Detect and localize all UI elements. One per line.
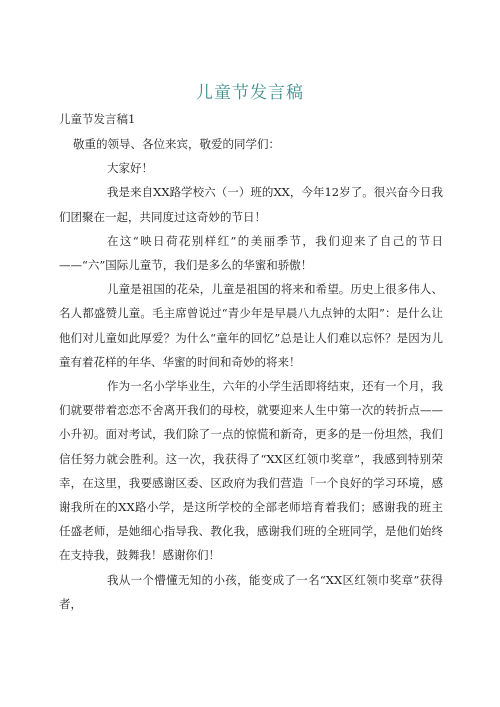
paragraph: 儿童是祖国的花朵，儿童是祖国的将来和希望。历史上很多伟人、名人都盛赞儿童。毛主席曾说过“青少年是早晨八九点钟的太阳”：是什么让他们对儿童如此厚爱？为什么“童年的回忆”总是让人们难以忘怀？是因为儿童有着花样的年华、华蜜的时间和奇妙的将来！ [59, 282, 443, 369]
paragraph: 我是来自XX路学校六（一）班的XX，今年12岁了。很兴奋今日我们团聚在一起，共同度过这奇妙的节日！ [59, 185, 443, 224]
document-subtitle: 儿童节发言稿1 [59, 112, 136, 126]
document-body [59, 132, 443, 616]
paragraph: 在这“映日荷花别样红”的美丽季节，我们迎来了自己的节日——“六”国际儿童节，我们是多么的华蜜和骄傲！ [59, 233, 443, 273]
document-title: 儿童节发言稿 [196, 83, 304, 103]
paragraph-greeting: 大家好！ [107, 161, 153, 176]
paragraph-salutation: 敬重的领导、各位来宾，敬爱的同学们： [73, 137, 280, 151]
paragraph: 作为一名小学毕业生，六年的小学生活即将结束，还有一个月，我们就要带着恋恋不舍离开我们的母校，就要迎来人生中第一次的转折点——小升初。面对考试，我们除了一点的惊慌和新奇，更多的是一份坦然，我们信任努力就会胜利。这一次，我获得了“XX区红领巾奖章”，我感到特别荣幸，在这里，我要感谢区委、区政府为我们营造「一个良好的学习环境，感谢我所在的XX路小学，是这所学校的全部老师培育着我们；感谢我的班主任盛老师，是她细心指导我、教化我，感谢我们班的全班同学，是他们始终在支持我，鼓舞我！感谢你们！ [59, 379, 443, 563]
paragraph: 我从一个懵懂无知的小孩，能变成了一名“XX区红领巾奖章”获得者， [59, 572, 443, 611]
